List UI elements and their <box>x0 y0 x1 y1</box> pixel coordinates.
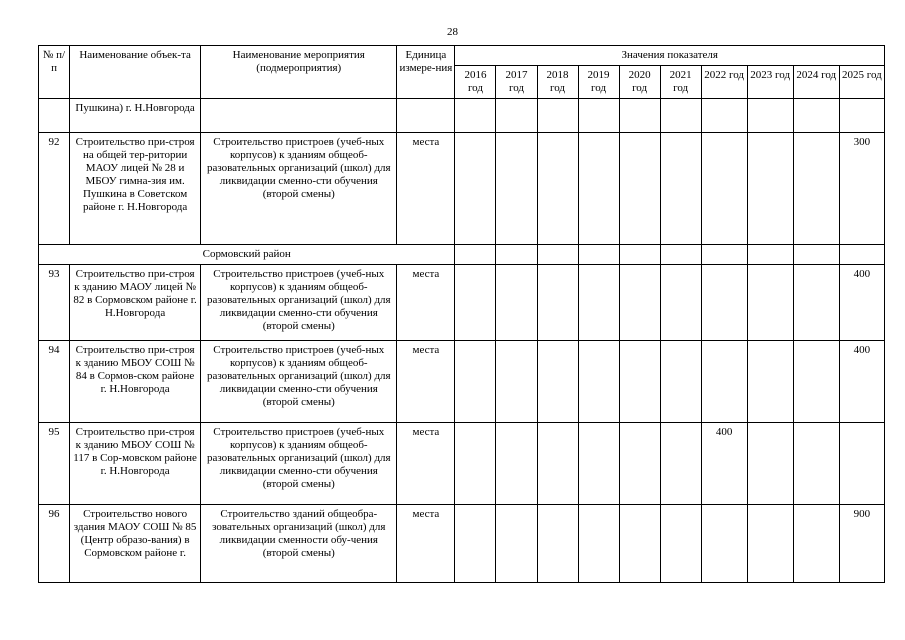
header-object: Наименование объек-та <box>70 46 201 99</box>
table-row <box>39 265 885 341</box>
cell-value <box>793 341 839 423</box>
empty-cell <box>537 245 578 265</box>
cell-value <box>747 505 793 583</box>
cell-value <box>701 505 747 583</box>
cell-event: Строительство пристроев (учеб-ных корпусов) к зданиям общеоб-разовательных организаций (школ) для ликвидации сменно-сти обучения (второй смены) <box>201 133 397 245</box>
cell-value <box>747 133 793 245</box>
cell-unit: места <box>397 133 455 245</box>
header-year: 2025 год <box>839 66 884 99</box>
cell-value <box>701 133 747 245</box>
header-year: 2023 год <box>747 66 793 99</box>
cell-value <box>455 505 496 583</box>
cell-value <box>578 99 619 133</box>
header-year: 2022 год <box>701 66 747 99</box>
cell-num: 94 <box>39 341 70 423</box>
header-year: 2017 год <box>496 66 537 99</box>
cell-value <box>537 505 578 583</box>
cell-object: Пушкина) г. Н.Новгорода <box>70 99 201 133</box>
cell-event: Строительство пристроев (учеб-ных корпусов) к зданиям общеоб-разовательных организаций (школ) для ликвидации сменно-сти обучения (второй смены) <box>201 341 397 423</box>
header-year: 2021 год <box>660 66 701 99</box>
cell-value <box>793 265 839 341</box>
cell-value: 400 <box>839 265 884 341</box>
cell-value <box>496 133 537 245</box>
header-year: 2016 год <box>455 66 496 99</box>
cell-num <box>39 99 70 133</box>
cell-object: Строительство при-строя на общей тер-ритории МАОУ лицей № 28 и МБОУ гимна-зия им. Пушкина в Советском районе г. Н.Новгорода <box>70 133 201 245</box>
cell-num: 96 <box>39 505 70 583</box>
table-body <box>39 99 885 583</box>
cell-unit: места <box>397 265 455 341</box>
header-year: 2018 год <box>537 66 578 99</box>
empty-cell <box>455 245 496 265</box>
cell-value <box>660 265 701 341</box>
cell-value <box>537 265 578 341</box>
cell-value <box>578 505 619 583</box>
cell-value: 400 <box>701 423 747 505</box>
header-event: Наименование мероприятия (подмероприятия) <box>201 46 397 99</box>
cell-value <box>747 423 793 505</box>
section-row <box>39 245 885 265</box>
cell-value <box>660 505 701 583</box>
cell-object: Строительство при-строя к зданию МБОУ СОШ № 117 в Сор-мовском районе г. Н.Новгорода <box>70 423 201 505</box>
table-row <box>39 505 885 583</box>
cell-num: 92 <box>39 133 70 245</box>
cell-value <box>455 99 496 133</box>
cell-event <box>201 99 397 133</box>
cell-value <box>701 99 747 133</box>
page-number: 28 <box>447 26 458 38</box>
cell-value <box>619 423 660 505</box>
cell-value <box>455 133 496 245</box>
cell-value <box>496 265 537 341</box>
cell-value <box>455 423 496 505</box>
cell-value: 300 <box>839 133 884 245</box>
cell-value <box>496 341 537 423</box>
cell-value <box>496 99 537 133</box>
cell-value <box>496 505 537 583</box>
cell-num: 93 <box>39 265 70 341</box>
table-row <box>39 133 885 245</box>
empty-cell <box>793 245 839 265</box>
cell-value: 900 <box>839 505 884 583</box>
cell-value <box>701 265 747 341</box>
cell-value <box>496 423 537 505</box>
cell-value <box>578 341 619 423</box>
empty-cell <box>660 245 701 265</box>
empty-cell <box>496 245 537 265</box>
cell-value <box>537 423 578 505</box>
cell-unit: места <box>397 341 455 423</box>
cell-value <box>619 99 660 133</box>
cell-object: Строительство при-строя к зданию МБОУ СОШ № 84 в Сормов-ском районе г. Н.Новгорода <box>70 341 201 423</box>
header-num: № п/п <box>39 46 70 99</box>
cell-event: Строительство пристроев (учеб-ных корпусов) к зданиям общеоб-разовательных организаций (школ) для ликвидации сменно-сти обучения (второй смены) <box>201 265 397 341</box>
cell-value <box>455 341 496 423</box>
cell-value <box>793 99 839 133</box>
indicators-table <box>38 45 885 583</box>
header-values: Значения показателя <box>455 46 885 66</box>
cell-value <box>660 423 701 505</box>
cell-object: Строительство нового здания МАОУ СОШ № 85 (Центр образо-вания) в Сормовском районе г. <box>70 505 201 583</box>
empty-cell <box>839 245 884 265</box>
cell-value <box>660 341 701 423</box>
cell-value <box>619 133 660 245</box>
cell-unit: места <box>397 423 455 505</box>
cell-value <box>839 99 884 133</box>
empty-cell <box>619 245 660 265</box>
cell-value <box>747 341 793 423</box>
empty-cell <box>747 245 793 265</box>
header-year: 2020 год <box>619 66 660 99</box>
cell-value <box>619 505 660 583</box>
cell-value <box>455 265 496 341</box>
table-row <box>39 341 885 423</box>
table-row <box>39 423 885 505</box>
cell-value <box>578 423 619 505</box>
cell-value <box>793 133 839 245</box>
cell-value <box>578 265 619 341</box>
empty-cell <box>578 245 619 265</box>
cell-value <box>537 341 578 423</box>
cell-value <box>701 341 747 423</box>
table-row <box>39 99 885 133</box>
cell-event: Строительство зданий общеобра-зовательных организаций (школ) для ликвидации сменности обу-чения (второй смены) <box>201 505 397 583</box>
cell-value <box>747 99 793 133</box>
cell-value <box>619 341 660 423</box>
cell-value: 400 <box>839 341 884 423</box>
header-unit: Единица измере-ния <box>397 46 455 99</box>
cell-value <box>660 133 701 245</box>
header-year: 2019 год <box>578 66 619 99</box>
cell-value <box>839 423 884 505</box>
cell-value <box>537 133 578 245</box>
cell-object: Строительство при-строя к зданию МАОУ лицей № 82 в Сормовском районе г. Н.Новгорода <box>70 265 201 341</box>
cell-value <box>619 265 660 341</box>
cell-event: Строительство пристроев (учеб-ных корпусов) к зданиям общеоб-разовательных организаций (школ) для ликвидации сменно-сти обучения (второй смены) <box>201 423 397 505</box>
empty-cell <box>701 245 747 265</box>
cell-value <box>793 505 839 583</box>
header-year: 2024 год <box>793 66 839 99</box>
cell-unit: места <box>397 505 455 583</box>
cell-value <box>660 99 701 133</box>
cell-value <box>747 265 793 341</box>
cell-value <box>793 423 839 505</box>
cell-num: 95 <box>39 423 70 505</box>
cell-value <box>537 99 578 133</box>
section-title: Сормовский район <box>39 245 455 265</box>
cell-unit <box>397 99 455 133</box>
cell-value <box>578 133 619 245</box>
